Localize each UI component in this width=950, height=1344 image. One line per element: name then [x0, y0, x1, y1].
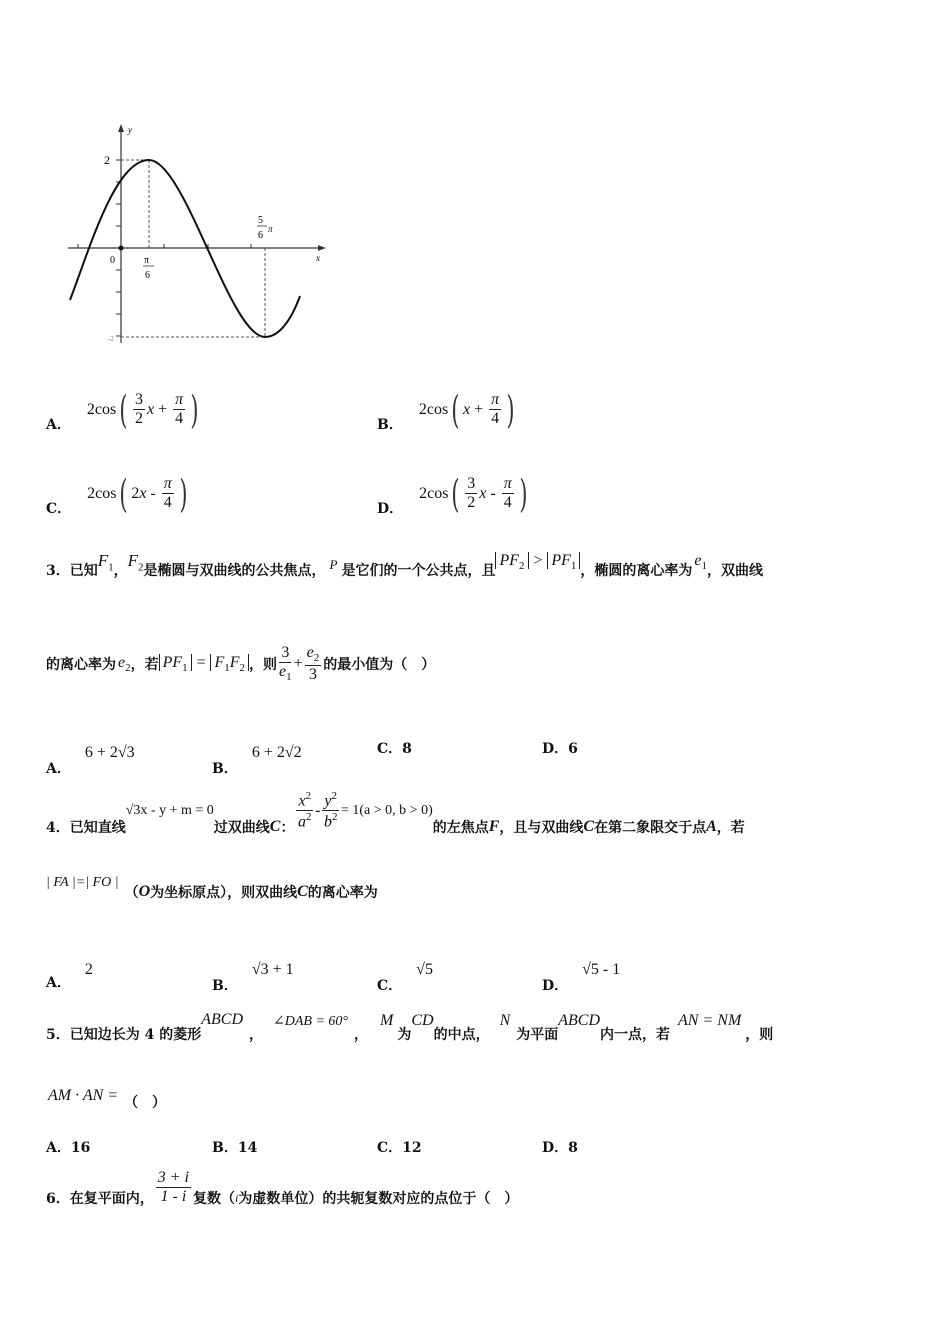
x-5pi6-num: 5 [258, 215, 263, 226]
q4-option-c[interactable]: C． √5 [377, 961, 433, 994]
q3-option-b[interactable]: B． 6 + 2√2 [212, 744, 302, 777]
q5-stem-line2: AM · AN = （ ） [48, 1087, 167, 1111]
q6-stem: 6．在复平面内， $\frac{3 + i}{1 - i}$ 复数（ i 为虚数单位）的共轭复数对应的点位于（ ） [46, 1169, 519, 1207]
q3-stem-line1: 3．已知 $F_1$ ， $F_2$ 是椭圆与双曲线的公共焦点， P 是它们的一个公共点，且 $PF_2 > PF_1$ ，椭圆的离心率为 $e_1$ ，双曲线 [46, 550, 763, 579]
q4-option-d[interactable]: D． √5 - 1 [542, 961, 621, 994]
q3-stem-line2: 的离心率为 $e_2$ ，若 $PF_1 = F_1F_2$ ，则 $\frac{3}{e_1}$ + $\frac{e_2}{3}$ 的最小值为（ ） [46, 644, 436, 684]
x-axis-arrow [318, 245, 326, 251]
q3-option-d[interactable]: D．6 [542, 741, 578, 757]
q4-stem-line1: 4．已知直线 √3x - y + m = 0 过双曲线 C ： $\frac{x^2}{a^2}$ - $\frac{y^2}{b^2}$ = 1(a > 0, b > 0) 的左焦点 F ，且与双曲线 C 在第二象限交于点 A ，若 [46, 789, 745, 836]
q5-option-a[interactable]: A．16 [46, 1140, 91, 1156]
origin-label: 0 [110, 255, 115, 266]
q2-option-a[interactable]: A． 2cos ( $\frac{3}{2}$ x + $\frac{\pi}{4}$ ) [46, 388, 199, 433]
q4-option-a[interactable]: A． 2 [46, 961, 93, 991]
q4-stem-line2: | FA |=| FO | （ O 为坐标原点），则双曲线 C 的离心率为 [46, 875, 378, 901]
q5-stem-line1: 5．已知边长为 4 的菱形 ABCD ， ∠DAB = 60° ， M 为 CD 的中点， N 为平面 ABCD 内一点，若 AN = NM ，则 [46, 1011, 774, 1043]
x-pi6-num: π [144, 255, 150, 266]
x-5pi6-den: 6 [258, 230, 263, 241]
q4-option-b[interactable]: B． √3 + 1 [212, 961, 294, 994]
x-5pi6-pi: π [268, 224, 273, 234]
y-min-label: -2 [108, 335, 114, 343]
q5-option-b[interactable]: B．14 [212, 1140, 258, 1156]
cosine-graph [60, 118, 340, 353]
y-axis-arrow [118, 124, 124, 132]
q2-option-d[interactable]: D． 2cos ( $\frac{3}{2}$ x - $\frac{\pi}{4}$ ) [377, 472, 528, 517]
q5-option-d[interactable]: D．8 [542, 1140, 578, 1156]
y-max-label: 2 [104, 153, 110, 167]
x-pi6-den: 6 [145, 270, 150, 281]
x-axis-label: x [316, 253, 320, 263]
q3-option-a[interactable]: A． 6 + 2√3 [46, 744, 135, 777]
q2-option-c[interactable]: C． 2cos ( 2 x - $\frac{\pi}{4}$ ) [46, 472, 188, 517]
q3-option-c[interactable]: C．8 [377, 741, 412, 757]
y-axis-label: y [128, 125, 132, 135]
q5-option-c[interactable]: C．12 [377, 1140, 422, 1156]
q2-option-b[interactable]: B． 2cos ( x + $\frac{\pi}{4}$ ) [377, 388, 515, 433]
